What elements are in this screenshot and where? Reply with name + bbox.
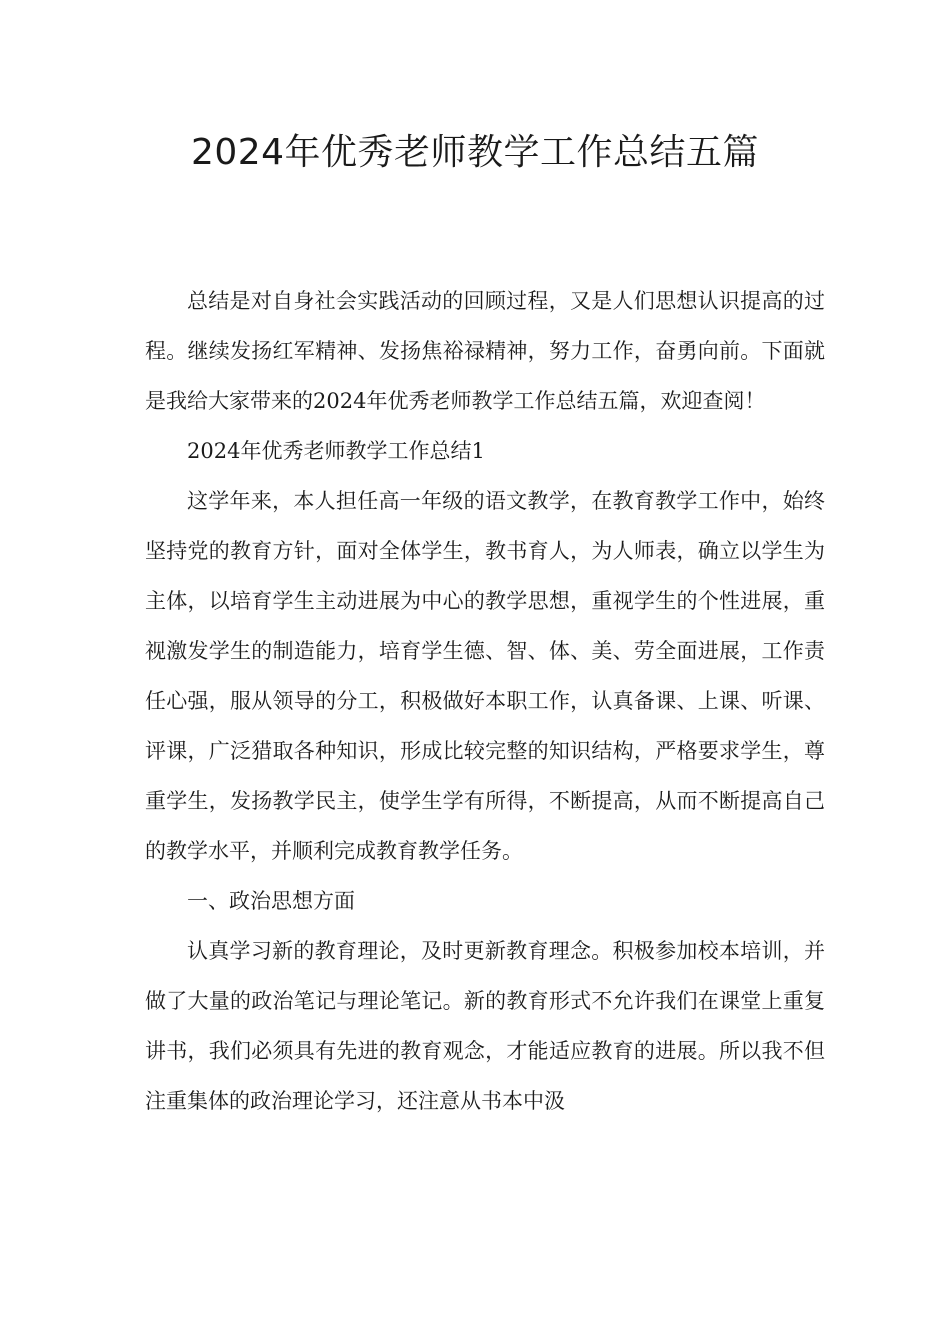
document-body	[145, 276, 825, 1126]
document-title: 2024年优秀老师教学工作总结五篇	[190, 132, 760, 173]
intro-paragraph: 总结是对自身社会实践活动的回顾过程，又是人们思想认识提高的过程。继续发扬红军精神、发扬焦裕禄精神，努力工作，奋勇向前。下面就是我给大家带来的2024年优秀老师教学工作总结五篇，欢迎查阅！	[145, 289, 825, 413]
body-paragraph: 认真学习新的教育理论，及时更新教育理念。积极参加校本培训，并做了大量的政治笔记与理论笔记。新的教育形式不允许我们在课堂上重复讲书，我们必须具有先进的教育观念，才能适应教育的进展。所以我不但注重集体的政治理论学习，还注意从书本中汲	[145, 939, 825, 1113]
body-paragraph: 这学年来，本人担任高一年级的语文教学，在教育教学工作中，始终坚持党的教育方针，面对全体学生，教书育人，为人师表，确立以学生为主体，以培育学生主动进展为中心的教学思想，重视学生的个性进展，重视激发学生的制造能力，培育学生德、智、体、美、劳全面进展，工作责任心强，服从领导的分工，积极做好本职工作，认真备课、上课、听课、评课，广泛猎取各种知识，形成比较完整的知识结构，严格要求学生，尊重学生，发扬教学民主，使学生学有所得，不断提高，从而不断提高自己的教学水平，并顺利完成教育教学任务。	[145, 489, 825, 863]
section-heading-summary-1: 2024年优秀老师教学工作总结1	[187, 439, 485, 463]
section-heading-political: 一、政治思想方面	[187, 889, 355, 913]
